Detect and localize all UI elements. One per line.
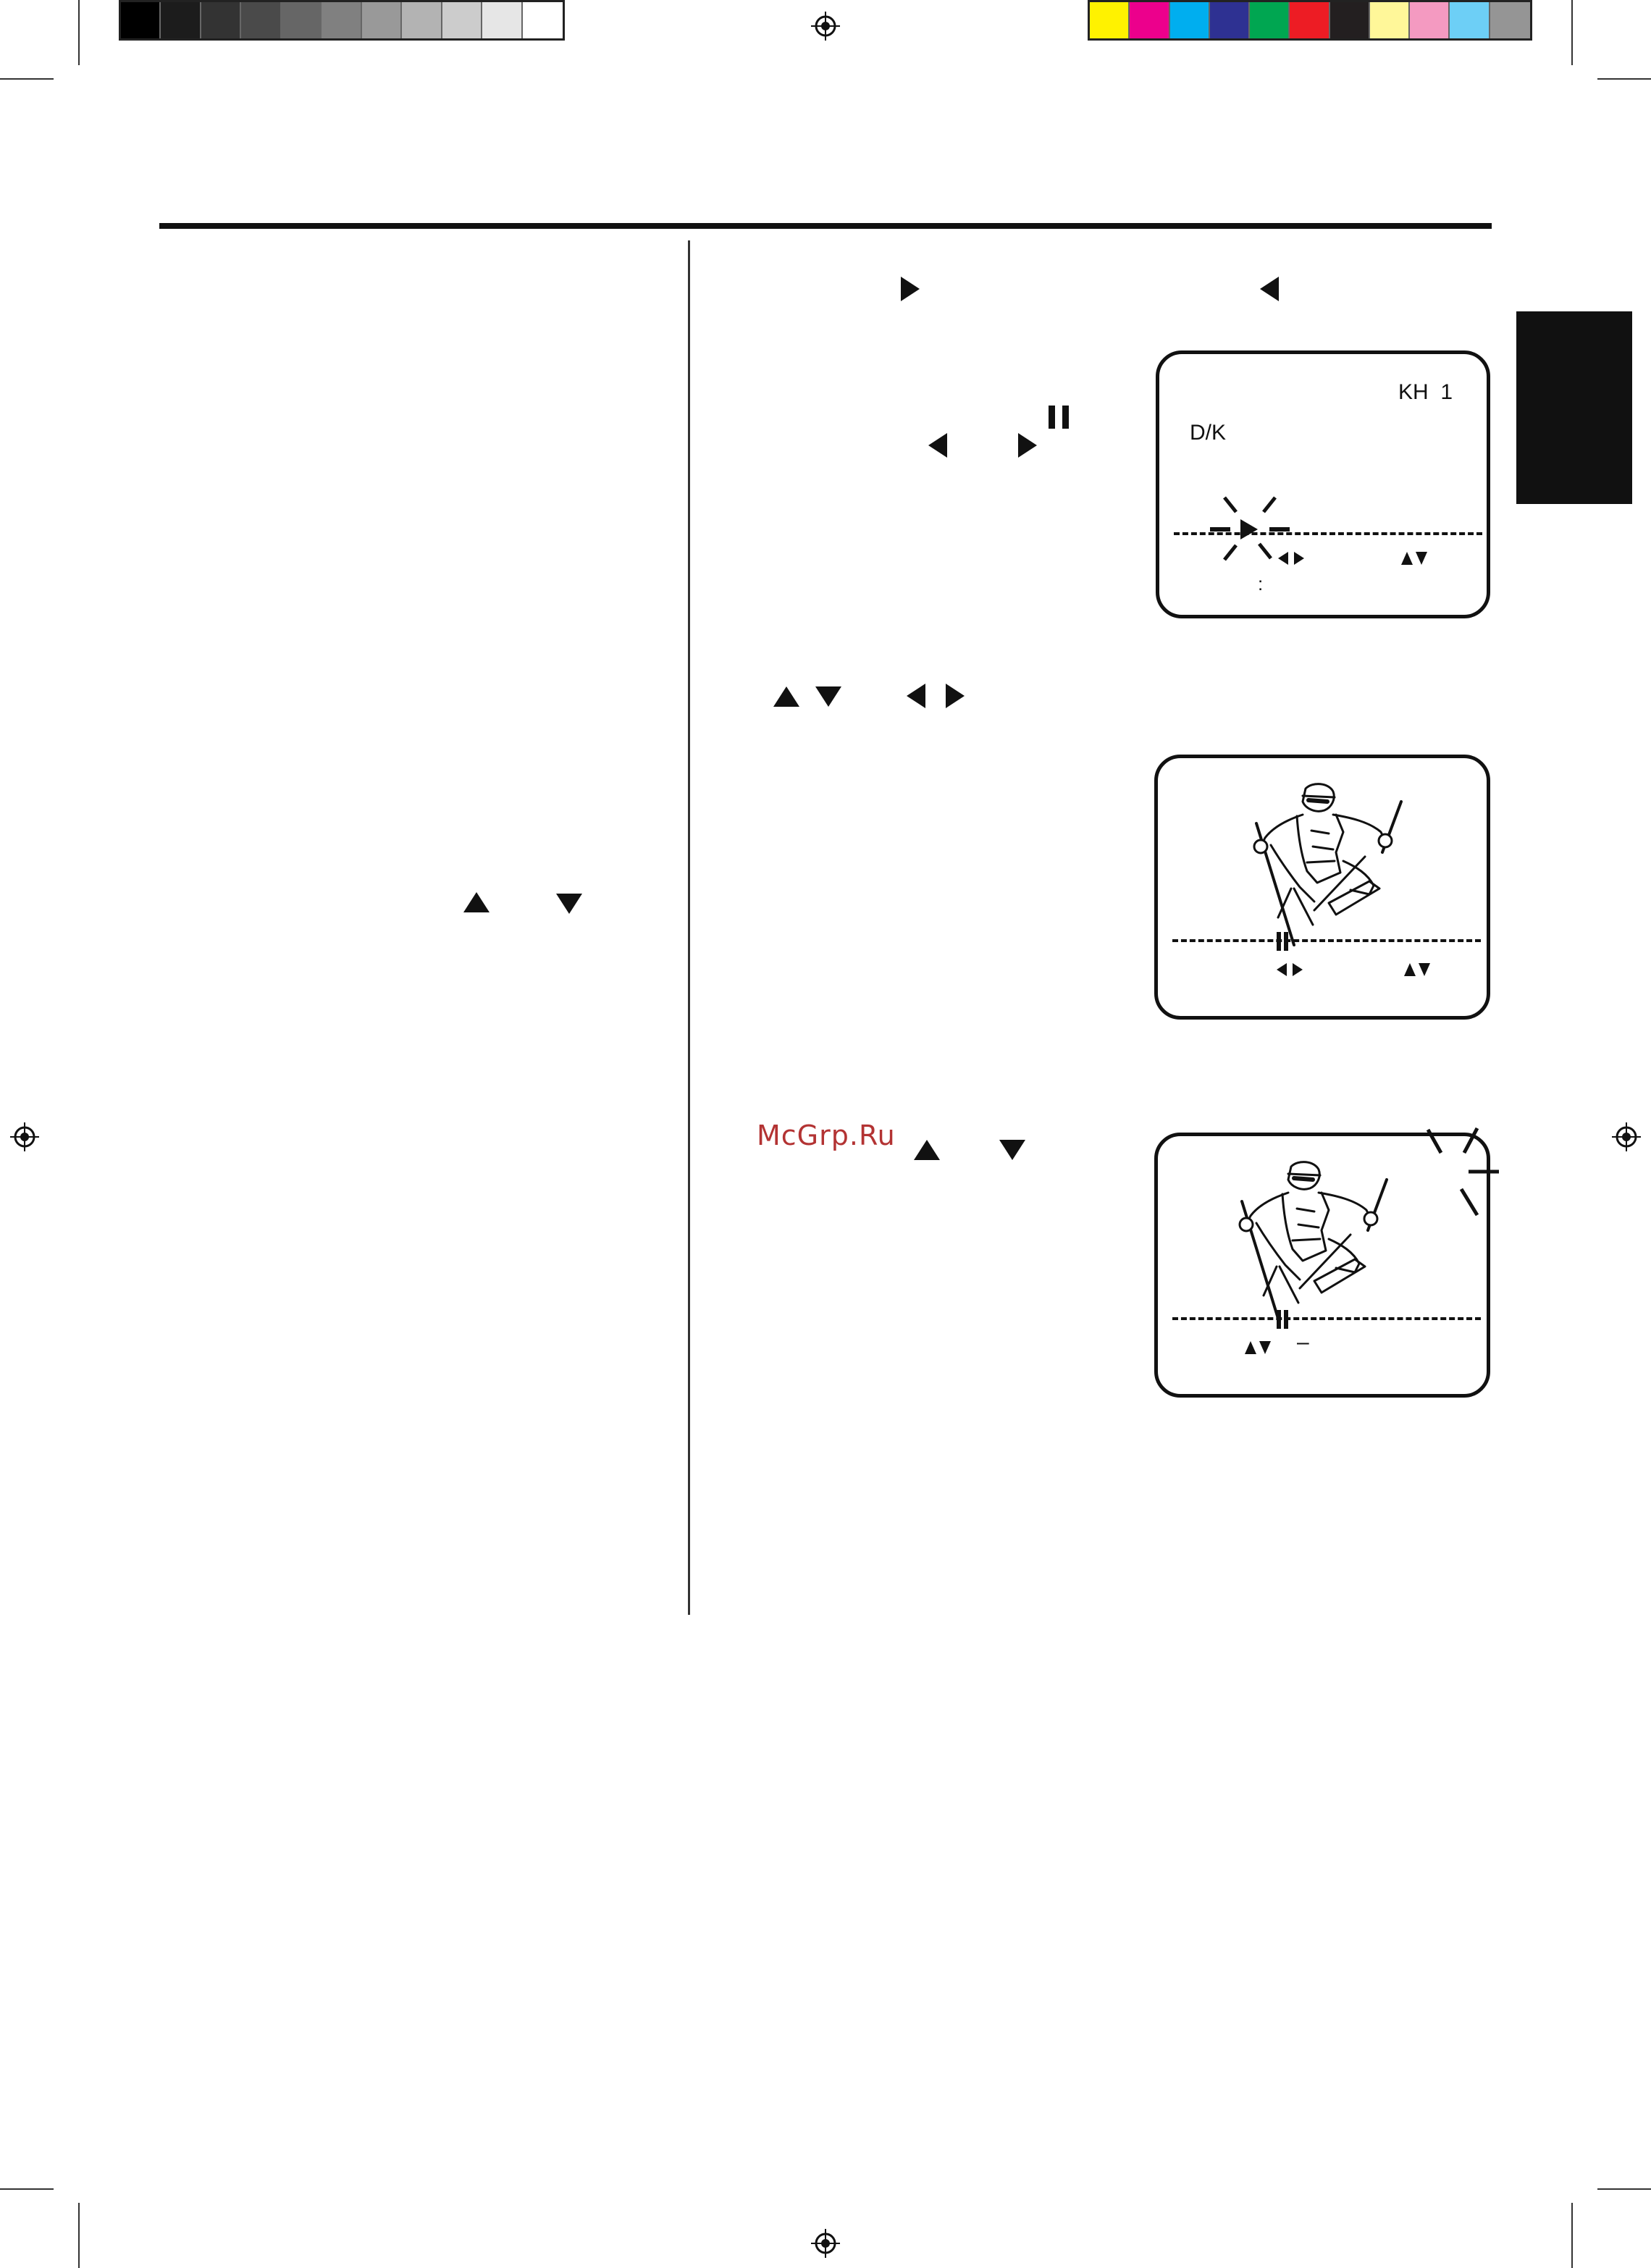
system-label: D/K <box>1190 421 1227 445</box>
left-arrow-icon <box>928 433 947 458</box>
column-divider <box>688 240 690 1615</box>
skier-illustration <box>1213 1158 1401 1324</box>
color-swatch <box>1250 2 1290 38</box>
left-arrow-icon <box>1260 277 1279 301</box>
color-swatch <box>282 2 322 38</box>
color-swatch <box>1330 2 1370 38</box>
registration-mark-left <box>10 1122 39 1151</box>
right-arrow-icon <box>946 684 965 708</box>
left-right-arrows-icon <box>1277 551 1306 566</box>
tv-screen-fine-tune <box>1154 755 1490 1020</box>
crop-mark <box>78 2203 80 2268</box>
crop-mark <box>0 78 54 80</box>
pause-marker-icon <box>1275 1310 1290 1329</box>
section-tab <box>1516 311 1632 504</box>
color-swatch <box>121 2 161 38</box>
tuning-bar <box>1172 1317 1481 1320</box>
crop-mark <box>78 0 80 65</box>
tv-screen-tuning <box>1156 350 1490 618</box>
color-swatch <box>161 2 201 38</box>
header-rule <box>159 223 1492 229</box>
down-arrow-icon <box>556 894 582 914</box>
crop-mark <box>1597 2188 1651 2190</box>
up-down-arrows-icon <box>1400 551 1429 566</box>
registration-mark-top <box>811 12 840 41</box>
up-arrow-icon <box>914 1140 940 1160</box>
color-swatch <box>1290 2 1329 38</box>
color-swatch <box>322 2 361 38</box>
right-arrow-icon <box>901 277 920 301</box>
crop-mark <box>1571 0 1573 65</box>
crop-mark <box>1597 78 1651 80</box>
skier-illustration <box>1227 780 1416 946</box>
color-swatch <box>482 2 522 38</box>
color-swatch <box>241 2 281 38</box>
up-arrow-icon <box>773 686 799 707</box>
registration-mark-bottom <box>811 2229 840 2258</box>
color-swatch <box>1410 2 1450 38</box>
down-arrow-icon <box>815 686 841 707</box>
color-swatch <box>402 2 442 38</box>
color-swatch <box>523 2 563 38</box>
color-swatch <box>362 2 402 38</box>
color-swatch <box>1370 2 1410 38</box>
color-swatch <box>1130 2 1169 38</box>
right-arrow-icon <box>1018 433 1037 458</box>
color-swatch <box>1450 2 1490 38</box>
color-swatch <box>201 2 241 38</box>
up-down-arrows-icon <box>1243 1340 1272 1355</box>
dash-label: – <box>1297 1330 1309 1354</box>
watermark: McGrp.Ru <box>757 1120 896 1151</box>
down-arrow-icon <box>999 1140 1025 1160</box>
color-swatch <box>1170 2 1210 38</box>
colon-label: : <box>1258 573 1264 595</box>
pause-icon <box>1049 406 1069 429</box>
color-swatch <box>442 2 482 38</box>
tuning-bar <box>1172 939 1481 942</box>
crop-mark <box>0 2188 54 2190</box>
crop-mark <box>1571 2203 1573 2268</box>
registration-mark-right <box>1612 1122 1641 1151</box>
channel-label: KH 1 <box>1398 380 1453 404</box>
pause-marker-icon <box>1275 932 1290 951</box>
up-down-arrows-icon <box>1403 962 1432 977</box>
color-swatch <box>1490 2 1530 38</box>
color-swatch <box>1210 2 1250 38</box>
left-arrow-icon <box>907 684 925 708</box>
color-bar <box>1088 0 1532 41</box>
grayscale-bar <box>119 0 565 41</box>
up-arrow-icon <box>463 892 490 912</box>
color-swatch <box>1090 2 1130 38</box>
left-right-arrows-icon <box>1275 962 1304 977</box>
flashing-indicator-icon <box>1424 1124 1503 1218</box>
